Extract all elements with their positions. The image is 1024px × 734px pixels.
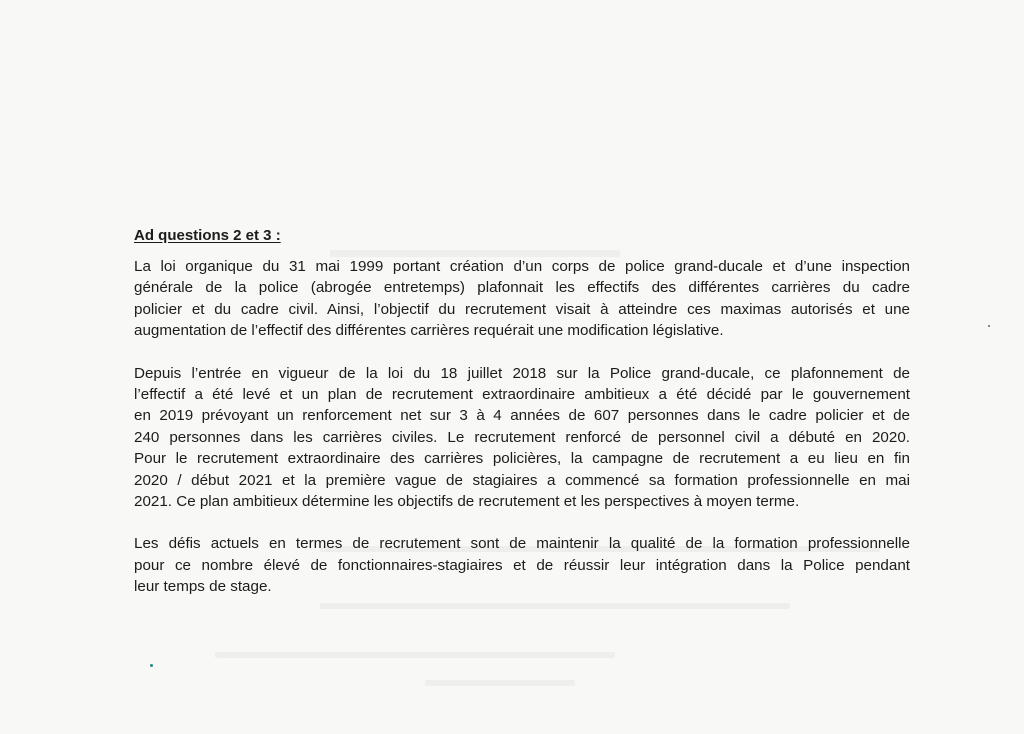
text-line: La loi organique du 31 mai 1999 portant création d’un corps de police grand-ducale et d’une inspection — [134, 258, 910, 275]
text-line: Depuis l’entrée en vigueur de la loi du 18 juillet 2018 sur la Police grand-ducale, ce plafonnement de — [134, 364, 910, 382]
text-line: pour ce nombre élevé de fonctionnaires-stagiaires et de réussir leur intégration dans la Police pendant — [134, 556, 910, 574]
text-line: 240 personnes dans les carrières civiles. Le recrutement renforcé de personnel civil a débuté en 2020. — [134, 428, 910, 446]
text-line: augmentation de l’effectif des différentes carrières requérait une modification législative. — [134, 322, 724, 340]
text-line: en 2019 prévoyant un renforcement net sur 3 à 4 années de 607 personnes dans le cadre policier et de — [134, 407, 910, 425]
show-through-mark — [425, 680, 575, 686]
scan-speck — [988, 325, 990, 327]
paragraph-current-challenges — [134, 533, 910, 597]
show-through-mark — [320, 603, 790, 609]
section-heading: Ad questions 2 et 3 : — [134, 227, 281, 244]
text-line: leur temps de stage. — [134, 578, 272, 596]
document-body — [134, 226, 910, 598]
show-through-mark — [215, 652, 615, 658]
paragraph-legal-background — [134, 256, 910, 342]
text-line: générale de la police (abrogée entretemps) plafonnait les effectifs des différentes carrières du cadre — [134, 279, 910, 297]
text-line: policier et du cadre civil. Ainsi, l’objectif du recrutement visait à atteindre ces maximas autorisés et une — [134, 300, 910, 318]
text-line: Les défis actuels en termes de recrutement sont de maintenir la qualité de la formation professionnelle — [134, 535, 910, 553]
scan-speck — [150, 664, 153, 667]
text-line: 2021. Ce plan ambitieux détermine les objectifs de recrutement et les perspectives à moyen terme. — [134, 493, 800, 511]
text-line: 2020 / début 2021 et la première vague de stagiaires a commencé sa formation professionnelle en mai — [134, 471, 910, 489]
text-line: Pour le recrutement extraordinaire des carrières policières, la campagne de recrutement a eu lieu en fin — [134, 450, 910, 468]
text-line: l’effectif a été levé et un plan de recrutement extraordinaire ambitieux a été décidé par le gouvernement — [134, 386, 910, 404]
paragraph-recruitment-plan — [134, 363, 910, 513]
